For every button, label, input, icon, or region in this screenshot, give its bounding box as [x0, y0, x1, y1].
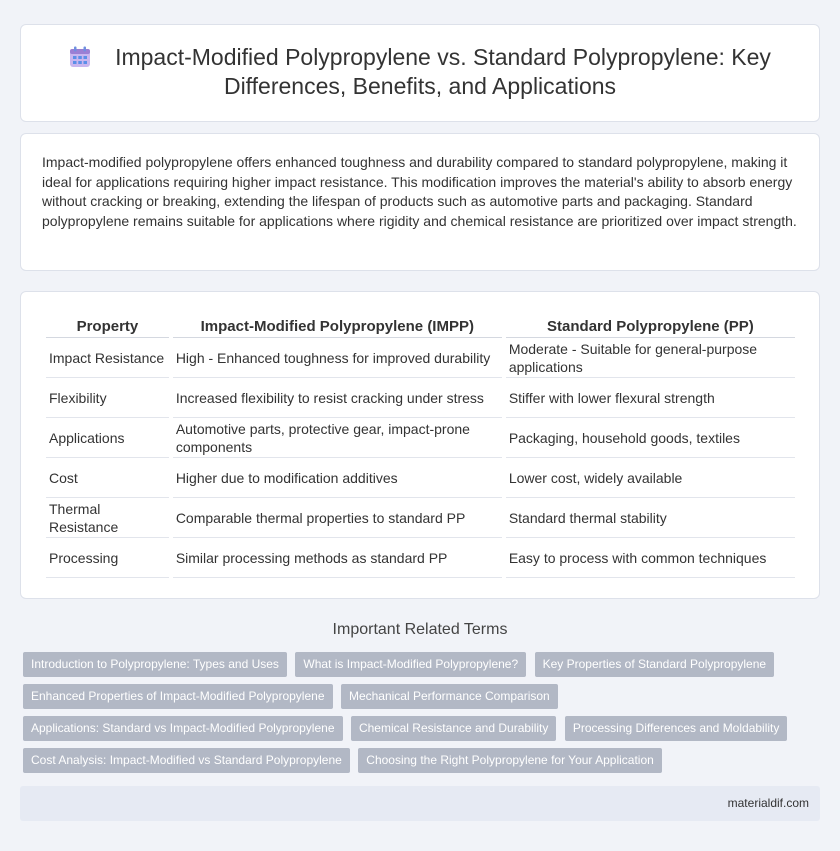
cell-pp: Moderate - Suitable for general-purpose applications: [506, 338, 795, 378]
cell-property: Impact Resistance: [46, 338, 169, 378]
tag-what-is-impp[interactable]: What is Impact-Modified Polypropylene?: [295, 652, 526, 677]
cell-pp: Lower cost, widely available: [506, 458, 795, 498]
cell-impp: Similar processing methods as standard PP: [173, 538, 502, 578]
footer-site-link[interactable]: materialdif.com: [727, 796, 809, 810]
calendar-icon: [69, 46, 91, 68]
cell-pp: Standard thermal stability: [506, 498, 795, 538]
table-row: [46, 378, 795, 418]
tag-processing-differences[interactable]: Processing Differences and Moldability: [565, 716, 788, 741]
tag-key-properties-pp[interactable]: Key Properties of Standard Polypropylene: [535, 652, 774, 677]
comparison-table: [42, 316, 799, 578]
intro-card: [20, 133, 820, 271]
table-row: [46, 338, 795, 378]
tag-choosing-polypropylene[interactable]: Choosing the Right Polypropylene for Your Application: [358, 748, 662, 773]
cell-property: Processing: [46, 538, 169, 578]
header-impp: Impact-Modified Polypropylene (IMPP): [173, 316, 502, 338]
cell-pp: Stiffer with lower flexural strength: [506, 378, 795, 418]
intro-paragraph: Impact-modified polypropylene offers enhanced toughness and durability compared to standard polypropylene, making it ideal for applications requiring higher impact resistance. This modification improves the material's ability to absorb energy without cracking or breaking, extending the lifespan of products such as automotive parts and packaging. Standard polypropylene remains suitable for applications where rigidity and chemical resistance are prioritized over impact strength.: [42, 154, 797, 229]
page-title: [21, 43, 819, 101]
title-line-2: Differences, Benefits, and Applications: [223, 73, 617, 99]
related-terms-tags: [23, 652, 803, 780]
cell-property: Cost: [46, 458, 169, 498]
table-header-row: [46, 316, 795, 338]
cell-impp: Automotive parts, protective gear, impact-prone components: [173, 418, 502, 458]
header-property: Property: [46, 316, 169, 338]
cell-impp: Comparable thermal properties to standard PP: [173, 498, 502, 538]
cell-property: Flexibility: [46, 378, 169, 418]
cell-impp: High - Enhanced toughness for improved durability: [173, 338, 502, 378]
related-terms-heading: Important Related Terms: [332, 621, 508, 638]
table-row: [46, 418, 795, 458]
cell-impp: Increased flexibility to resist cracking under stress: [173, 378, 502, 418]
tag-intro-polypropylene[interactable]: Introduction to Polypropylene: Types and Uses: [23, 652, 287, 677]
header-pp: Standard Polypropylene (PP): [506, 316, 795, 338]
tag-applications[interactable]: Applications: Standard vs Impact-Modified Polypropylene: [23, 716, 343, 741]
cell-property: Thermal Resistance: [46, 498, 169, 538]
tag-enhanced-properties[interactable]: Enhanced Properties of Impact-Modified Polypropylene: [23, 684, 333, 709]
cell-pp: Packaging, household goods, textiles: [506, 418, 795, 458]
title-card: [20, 24, 820, 122]
cell-pp: Easy to process with common techniques: [506, 538, 795, 578]
tag-chemical-resistance[interactable]: Chemical Resistance and Durability: [351, 716, 556, 741]
table-row: [46, 458, 795, 498]
tag-mechanical-performance[interactable]: Mechanical Performance Comparison: [341, 684, 558, 709]
footer: [20, 786, 820, 821]
cell-impp: Higher due to modification additives: [173, 458, 502, 498]
table-row: [46, 538, 795, 578]
comparison-card: [20, 291, 820, 599]
table-row: [46, 498, 795, 538]
tag-cost-analysis[interactable]: Cost Analysis: Impact-Modified vs Standard Polypropylene: [23, 748, 350, 773]
title-line-1: Impact-Modified Polypropylene vs. Standard Polypropylene: Key: [115, 44, 771, 70]
cell-property: Applications: [46, 418, 169, 458]
